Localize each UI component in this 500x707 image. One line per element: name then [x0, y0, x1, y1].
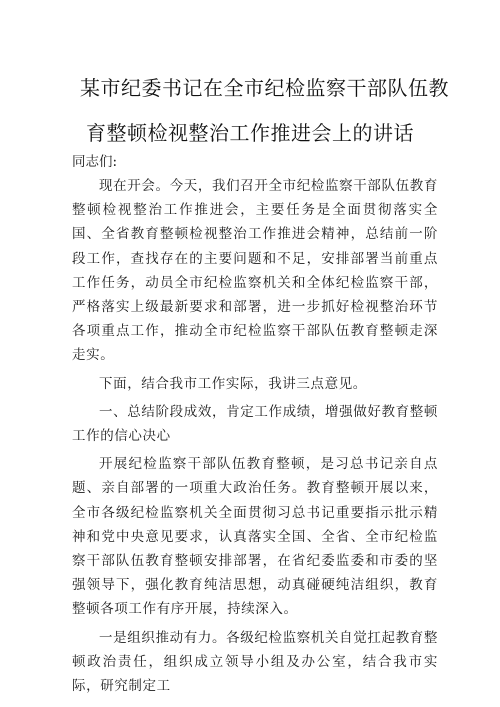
paragraph-transition: 下面，结合我市工作实际，我讲三点意见。	[99, 375, 367, 392]
paragraph-point-1: 一是组织推动有力。各级纪检监察机关自觉扛起教育整顿政治责任，组织成立领导小组及办公室，结合我市实际，研究制定工	[72, 629, 438, 695]
paragraph-opening: 现在开会。今天，我们召开全市纪检监察干部队伍教育整顿检视整治工作推进会，主要任务是全面贯彻落实全国、全省教育整顿检视整治工作推进会精神，总结前一阶段工作，查找存在的主要问题和不足，安排部署当前重点工作任务，动员全市纪检监察机关和全体纪检监察干部，严格落实上级最新要求和部署，进一步抓好检视整治环节各项重点工作，推动全市纪检监察干部队伍教育整顿走深走实。	[72, 178, 438, 364]
paragraph-section-1: 开展纪检监察干部队伍教育整顿，是习总书记亲自点题、亲自部署的一项重大政治任务。教育整顿开展以来，全市各级纪检监察机关全面贯彻习总书记重要指示批示精神和党中央意见要求，认真落实全国、全省、全市纪检监察干部队伍教育整顿安排部署，在省纪委监委和市委的坚强领导下，强化教育纯洁思想，动真碰硬纯洁组织，教育整顿各项工作有序开展，持续深入。	[72, 456, 438, 618]
greeting: 同志们:	[72, 154, 118, 170]
document-body	[72, 174, 438, 698]
section-heading-1: 一、总结阶段成效，肯定工作成绩，增强做好教育整顿工作的信心决心	[72, 403, 438, 445]
document-title-line-2: 育整顿检视整治工作推进会上的讲话	[86, 121, 414, 145]
document-title-line-1: 某市纪委书记在全市纪检监察干部队伍教	[80, 76, 449, 100]
